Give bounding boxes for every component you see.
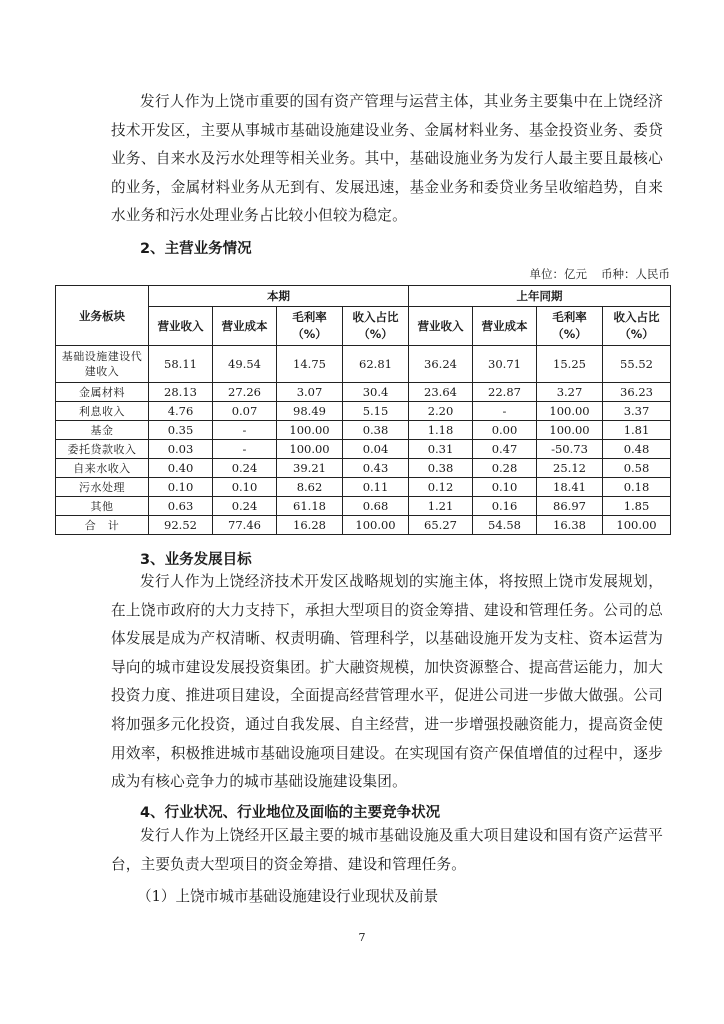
paragraph-development-goals: 发行人作为上饶经济技术开发区战略规划的实施主体，将按照上饶市发展规划，在上饶市政府的大力支持下，承担大型项目的资金筹措、建设和管理任务。公司的总体发展是成为产权清晰、权责明确、管理科学，以基础设施开发为支柱、资本运营为导向的城市建设发展投资集团。扩大融资规模，加快资源整合、提高营运能力，加大投资力度、推进项目建设，全面提高经营管理水平，促进公司进一步做大做强。公司将加强多元化投资，通过自我发展、自主经营，进一步增强投融资能力，提高资金使用效率，积极推进城市基础设施项目建设。在实现国有资产保值增值的过程中，逐步成为有核心竞争力的城市基础设施建设集团。 <box>111 573 663 791</box>
cell-prev-value: 30.71 <box>473 346 537 383</box>
cell-cur-value: 58.11 <box>149 346 213 383</box>
cell-prev-value: 0.18 <box>603 478 671 497</box>
cell-segment-name: 委托贷款收入 <box>56 440 149 459</box>
cell-prev-value: 2.20 <box>409 402 473 421</box>
cell-prev-value: -50.73 <box>537 440 603 459</box>
cell-segment-name: 利息收入 <box>56 402 149 421</box>
cell-prev-value: 1.85 <box>603 497 671 516</box>
cell-prev-value: 86.97 <box>537 497 603 516</box>
cell-cur-value: 0.11 <box>343 478 409 497</box>
cell-cur-value: 30.4 <box>343 383 409 402</box>
header-prior-period: 上年同期 <box>409 286 671 307</box>
cell-prev-value: 15.25 <box>537 346 603 383</box>
cell-prev-value: 3.37 <box>603 402 671 421</box>
cell-cur-value: 0.40 <box>149 459 213 478</box>
cell-cur-value: 28.13 <box>149 383 213 402</box>
heading-industry-status: 4、行业状况、行业地位及面临的主要竞争状况 <box>140 805 441 821</box>
cell-segment-name: 基金 <box>56 421 149 440</box>
cell-cur-value: 3.07 <box>277 383 343 402</box>
cell-prev-value: 0.28 <box>473 459 537 478</box>
cell-cur-value: 0.63 <box>149 497 213 516</box>
cell-prev-value: 0.58 <box>603 459 671 478</box>
cell-cur-value: 100.00 <box>277 440 343 459</box>
table-row <box>56 459 671 478</box>
cell-segment-name: 金属材料 <box>56 383 149 402</box>
cell-cur-value: 0.35 <box>149 421 213 440</box>
cell-cur-value: 0.68 <box>343 497 409 516</box>
table-row <box>56 383 671 402</box>
cell-cur-value: 0.38 <box>343 421 409 440</box>
table-header-row-periods <box>56 286 671 307</box>
cell-prev-value: 3.27 <box>537 383 603 402</box>
cell-prev-value: 0.47 <box>473 440 537 459</box>
subheading-infrastructure: （1）上饶市城市基础设施建设行业现状及前景 <box>137 888 439 905</box>
paragraph-business-overview: 发行人作为上饶市重要的国有资产管理与运营主体，其业务主要集中在上饶经济技术开发区，主要从事城市基础设施建设业务、金属材料业务、基金投资业务、委贷业务、自来水及污水处理等相关业务。其中，基础设施业务为发行人最主要且最核心的业务，金属材料业务从无到有、发展迅速，基金业务和委贷业务呈收缩趋势，自来水业务和污水处理业务占比较小但较为稳定。 <box>111 93 663 225</box>
cell-prev-value: 54.58 <box>473 516 537 535</box>
currency-label: 币种：人民币 <box>601 267 670 281</box>
table-row <box>56 402 671 421</box>
cell-cur-value: 61.18 <box>277 497 343 516</box>
unit-label: 单位：亿元 <box>529 267 587 281</box>
cell-prev-value: 65.27 <box>409 516 473 535</box>
cell-prev-value: 23.64 <box>409 383 473 402</box>
table-row <box>56 440 671 459</box>
cell-prev-value: 100.00 <box>537 421 603 440</box>
cell-cur-value: 92.52 <box>149 516 213 535</box>
cell-prev-value: 36.23 <box>603 383 671 402</box>
cell-prev-value: 16.38 <box>537 516 603 535</box>
cell-segment-name: 合 计 <box>56 516 149 535</box>
cell-prev-value: 0.00 <box>473 421 537 440</box>
unit-note <box>440 266 670 282</box>
cell-cur-value: 4.76 <box>149 402 213 421</box>
header-cur-metric: 营业收入 <box>149 307 213 346</box>
cell-cur-value: - <box>213 440 277 459</box>
cell-segment-name: 污水处理 <box>56 478 149 497</box>
cell-prev-value: 100.00 <box>603 516 671 535</box>
cell-cur-value: 0.07 <box>213 402 277 421</box>
cell-cur-value: 8.62 <box>277 478 343 497</box>
cell-cur-value: 39.21 <box>277 459 343 478</box>
cell-cur-value: 14.75 <box>277 346 343 383</box>
cell-prev-value: 1.81 <box>603 421 671 440</box>
cell-cur-value: 100.00 <box>343 516 409 535</box>
heading-development-goals: 3、业务发展目标 <box>140 552 252 568</box>
cell-segment-name: 基础设施建设代建收入 <box>56 346 149 383</box>
header-segment: 业务板块 <box>56 286 149 346</box>
paragraph-industry-status: 发行人作为上饶经开区最主要的城市基础设施及重大项目建设和国有资产运营平台，主要负责大型项目的资金筹措、建设和管理任务。 <box>111 827 663 873</box>
cell-cur-value: 77.46 <box>213 516 277 535</box>
table-header-row-metrics <box>56 307 671 346</box>
cell-cur-value: 0.24 <box>213 459 277 478</box>
page-number: 7 <box>358 931 366 944</box>
cell-prev-value: 1.18 <box>409 421 473 440</box>
cell-prev-value: 0.38 <box>409 459 473 478</box>
cell-prev-value: 100.00 <box>537 402 603 421</box>
cell-prev-value: 18.41 <box>537 478 603 497</box>
header-cur-metric: 营业成本 <box>213 307 277 346</box>
cell-cur-value: 0.43 <box>343 459 409 478</box>
header-cur-metric: 收入占比 （%） <box>343 307 409 346</box>
cell-segment-name: 其他 <box>56 497 149 516</box>
table-row <box>56 497 671 516</box>
table-row <box>56 421 671 440</box>
cell-prev-value: 25.12 <box>537 459 603 478</box>
cell-prev-value: 55.52 <box>603 346 671 383</box>
cell-prev-value: 0.10 <box>473 478 537 497</box>
header-cur-metric: 毛利率 （%） <box>277 307 343 346</box>
cell-cur-value: 27.26 <box>213 383 277 402</box>
cell-prev-value: 0.12 <box>409 478 473 497</box>
cell-cur-value: 0.10 <box>149 478 213 497</box>
cell-prev-value: 0.48 <box>603 440 671 459</box>
cell-segment-name: 自来水收入 <box>56 459 149 478</box>
cell-cur-value: 0.04 <box>343 440 409 459</box>
header-prev-metric: 营业成本 <box>473 307 537 346</box>
cell-prev-value: 22.87 <box>473 383 537 402</box>
business-segment-table <box>55 285 671 535</box>
cell-cur-value: 0.03 <box>149 440 213 459</box>
table-row <box>56 478 671 497</box>
cell-cur-value: 5.15 <box>343 402 409 421</box>
cell-cur-value: 0.10 <box>213 478 277 497</box>
cell-prev-value: 0.16 <box>473 497 537 516</box>
cell-cur-value: 0.24 <box>213 497 277 516</box>
cell-prev-value: 0.31 <box>409 440 473 459</box>
cell-cur-value: 49.54 <box>213 346 277 383</box>
cell-prev-value: - <box>473 402 537 421</box>
table-body <box>56 346 671 535</box>
heading-main-business: 2、主营业务情况 <box>140 241 252 257</box>
table-row <box>56 516 671 535</box>
cell-prev-value: 1.21 <box>409 497 473 516</box>
table-row <box>56 346 671 383</box>
header-prev-metric: 营业收入 <box>409 307 473 346</box>
cell-cur-value: 98.49 <box>277 402 343 421</box>
header-current-period: 本期 <box>149 286 409 307</box>
cell-cur-value: 16.28 <box>277 516 343 535</box>
cell-cur-value: 100.00 <box>277 421 343 440</box>
header-prev-metric: 收入占比 （%） <box>603 307 671 346</box>
cell-prev-value: 36.24 <box>409 346 473 383</box>
header-prev-metric: 毛利率 （%） <box>537 307 603 346</box>
cell-cur-value: 62.81 <box>343 346 409 383</box>
cell-cur-value: - <box>213 421 277 440</box>
